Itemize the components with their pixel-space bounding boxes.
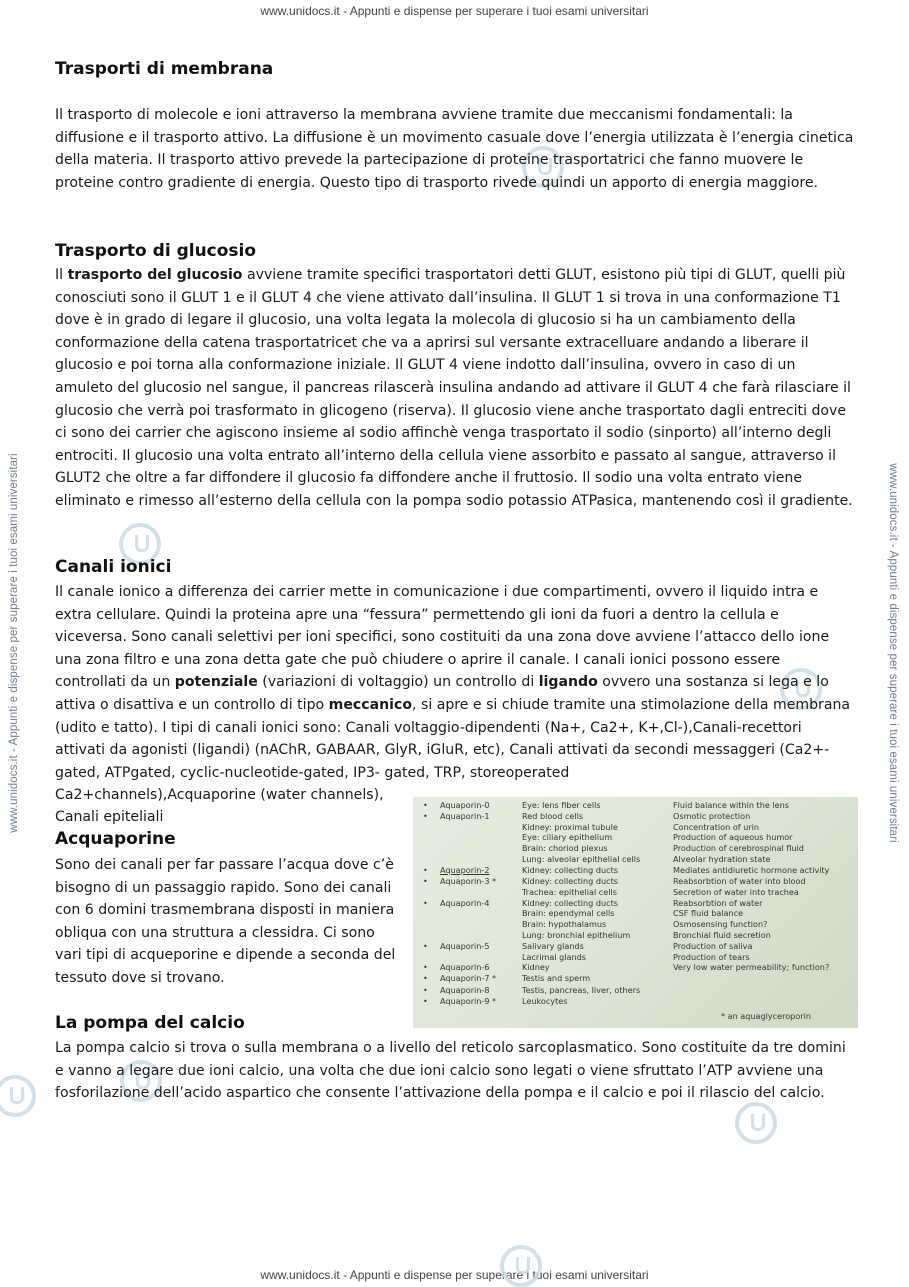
aquaporin-function: Concentration of urin [673,822,760,832]
canali-text-a: Il canale ionico a differenza dei carrier mette in comunicazione i due compartimenti, ovvero il liquido intra e extra cellulare. Quindi la proteina apre una “fessura” permettendo gli ioni da fuori a dentro la cellula e viceversa. Sono canali selettivi per ioni specifici, sono costituiti da una zona dove avviene l’attacco dello ione una zona filtro e una zona detta gate che può chiudere o aprire il canale. I canali ionici possono essere controllati da un [55,584,830,691]
canali-line-f: Ca2+channels),Acquaporine (water channels), [55,787,384,803]
aquaporin-table-row [413,985,858,996]
aquaporin-function: Production of aqueous humor [673,832,793,842]
aquaporin-name: Aquaporin-0 [440,800,490,810]
canali-text-e: , si apre e si chiude tramite una stimolazione della membrana (udito e tatto). I tipi di canali ionici sono: Canali voltaggio-dipendenti (Na+, Ca2+, K+,Cl-),Canali-recettori attivati da agonisti (ligandi) (nAChR, GABAAR, GlyR, iGluR, etc), Canali attivati da secondi messaggeri (Ca2+- gated, ATPgated, cyclic-nucleotide-gated, IP3- gated, TRP, storeoperated [55,696,851,781]
row-bullet: • [423,811,428,821]
aquaporin-tissue: Lung: bronchial epithelium [522,930,631,940]
aquaporin-tissue: Brain: hypothalamus [522,919,607,929]
aquaporin-function: Reabsorbtion of water into blood [673,876,806,886]
aquaporin-table-row [413,962,858,973]
aquaporin-function: Production of cerebrospinal fluid [673,843,804,853]
aquaporin-tissue: Trachea: epithelial cells [522,887,617,897]
section-title-glucosio: Trasporto di glucosio [55,241,257,261]
aquaporin-tissue: Kidney: collecting ducts [522,876,619,886]
aquaporin-name: Aquaporin-4 [440,898,490,908]
aquaporin-table-row [413,811,858,822]
aquaporin-name: Aquaporin-9 * [440,996,497,1006]
row-bullet: • [423,898,428,908]
aquaporin-function: Osmosensing function? [673,919,768,929]
aquaporin-function: Reabsorbtion of water [673,898,763,908]
aquaporin-tissue: Salivary glands [522,941,584,951]
canali-text-d: ovvero una sostanza si lega e lo attiva o disattiva e un controllo di tipo [55,674,829,713]
aquaporin-function: Alveolar hydration state [673,854,771,864]
aquaporin-tissue: Eye: lens fiber cells [522,800,601,810]
row-bullet: • [423,865,428,875]
aquaporin-name: Aquaporin-2 [440,865,490,875]
row-bullet: • [423,962,428,972]
watermark-logo-icon [500,1245,542,1287]
row-bullet: • [423,941,428,951]
aquaporin-function: Osmotic protection [673,811,751,821]
aquaporin-tissue: Testis, pancreas, liver, others [522,985,641,995]
canali-text-c: (variazioni di voltaggio) un controllo di [257,674,539,691]
paragraph-calcio: La pompa calcio si trova o sulla membrana o a livello del reticolo sarcoplasmatico. Sono costituite da tre domini e vanno a legare due ioni calcio, una volta che due ioni calcio sono legati o viene sfruttato l’ATP avviene una fosforilazione dell’acido aspartico che consente l’attivazione della pompa e il calcio e poi il rilascio del calcio. [55,1040,846,1102]
watermark-logo-icon [735,1102,777,1144]
canali-bold-potenziale: potenziale [174,674,258,691]
row-bullet: • [423,996,428,1006]
aquaporin-table-row [413,854,858,865]
aquaporin-table-row [413,908,858,919]
aquaporin-name: Aquaporin-6 [440,962,490,972]
aquaporin-function: Mediates antidiuretic hormone activity [673,865,830,875]
section-title-membrana: Trasporti di membrana [55,59,274,79]
aquaporin-table-row [413,941,858,952]
aquaporin-function: Fluid balance within the lens [673,800,789,810]
paragraph-glucosio [55,264,855,513]
aquaporin-tissue: Eye: ciliary epithelium [522,832,613,842]
aquaporin-tissue: Lung: alveolar epithelial cells [522,854,641,864]
aquaporin-tissue: Testis and sperm [522,973,591,983]
aquaporin-name: Aquaporin-3 * [440,876,497,886]
right-side-watermark: www.unidocs.it - Appunti e dispense per superare i tuoi esami universitari [887,463,899,843]
aquaporin-tissue: Kidney: collecting ducts [522,898,619,908]
aquaporin-function: CSF fluid balance [673,908,744,918]
aquaporin-table-row [413,996,858,1007]
aquaporin-table-row [413,843,858,854]
canali-bold-ligando: ligando [538,674,598,691]
aquaporin-table-row [413,887,858,898]
aquaporin-table-row [413,832,858,843]
aquaporin-table-row [413,800,858,811]
aquaporin-tissue: Brain: choriod plexus [522,843,608,853]
aquaporin-tissue: Kidney: proximal tubule [522,822,618,832]
section-title-canali: Canali ionici [55,557,172,577]
aquaporin-table-row [413,865,858,876]
aquaporin-tissue: Kidney [522,962,550,972]
glucosio-lead: Il [55,267,68,283]
paragraph-acquaporine: Sono dei canali per far passare l’acqua dove c’è bisogno di un passaggio rapido. Sono dei canali con 6 domini trasmembrana disposti in maniera obliqua con una struttura a clessidra. Ci sono vari tipi di acqueporine e dipende a seconda del tessuto dove si trovano. [55,857,396,986]
aquaporin-function: Bronchial fluid secretion [673,930,771,940]
aquaporin-function: Secretion of water into trachea [673,887,799,897]
aquaporin-tissue: Brain: ependymal cells [522,908,615,918]
section-title-calcio: La pompa del calcio [55,1013,245,1033]
aquaporin-table-row [413,876,858,887]
aquaporin-table-row [413,919,858,930]
aquaporin-tissue: Lacrimal glands [522,952,586,962]
aquaporin-table-row [413,973,858,984]
aquaporin-table-footnote: * an aquaglyceroporin [721,1011,811,1021]
row-bullet: • [423,985,428,995]
aquaporin-name: Aquaporin-1 [440,811,490,821]
aquaporin-name: Aquaporin-7 * [440,973,497,983]
row-bullet: • [423,973,428,983]
header-banner[interactable]: www.unidocs.it - Appunti e dispense per superare i tuoi esami universitari [260,4,649,18]
aquaporin-function: Production of tears [673,952,750,962]
aquaporin-function: Very low water permeability; function? [673,962,830,972]
paragraph-canali [55,581,855,784]
aquaporin-tissue: Red blood cells [522,811,584,821]
aquaporin-tissue: Kidney: collecting ducts [522,865,619,875]
watermark-logo-icon [0,1075,36,1117]
footer-banner[interactable]: www.unidocs.it - Appunti e dispense per superare i tuoi esami universitari [260,1268,649,1282]
section-title-acquaporine: Acquaporine [55,829,176,849]
canali-bold-meccanico: meccanico [328,696,413,713]
aquaporin-table-image [413,797,858,1028]
aquaporin-tissue: Leukocytes [522,996,568,1006]
row-bullet: • [423,800,428,810]
aquaporin-name: Aquaporin-5 [440,941,490,951]
glucosio-bold: trasporto del glucosio [67,267,243,283]
left-side-watermark: www.unidocs.it - Appunti e dispense per superare i tuoi esami universitari [8,453,20,833]
aquaporin-table-row [413,930,858,941]
aquaporin-function: Production of saliva [673,941,753,951]
aquaporin-name: Aquaporin-8 [440,985,490,995]
canali-line-g: Canali epiteliali [55,809,164,825]
paragraph-membrana: Il trasporto di molecole e ioni attraverso la membrana avviene tramite due meccanismi fondamentali: la diffusione e il trasporto attivo. La diffusione è un movimento casuale dove l’energia utilizzata è l’energia cinetica della materia. Il trasporto attivo prevede la partecipazione di proteine trasportatrici che fanno muovere le proteine contro gradiente di energia. Questo tipo di trasporto rivede quindi un apporto di energia maggiore. [55,107,854,191]
row-bullet: • [423,876,428,886]
glucosio-rest: avviene tramite specifici trasportatori detti GLUT, esistono più tipi di GLUT, quelli più conosciuti sono il GLUT 1 e il GLUT 4 che viene attivato dall’insulina. Il GLUT 1 si trova in una conformazione T1 dove è in grado di legare il glucosio, una volta legata la molecola di glucosio si ha un cambiamento della conformazione della catena trasportatricet che va a aprirsi sul versante extracelluare andando a liberare il glucosio e poi torna alla conformazione iniziale. Il GLUT 4 viene indotto dall’insulina, ovvero in caso di un amuleto del glucosio nel sangue, il pancreas rilascerà insulina andando ad attivare il GLUT 4 che farà rilasciare il glucosio che verrà poi trasformato in glicogeno (riserva). Il glucosio viene anche trasportato dagli entreciti dove ci sono dei carrier che agiscono insieme al sodio affinchè venga trasportato il sodio (sinporto) all’interno degli entrociti. Il glucosio una volta entrato all’interno della cellula viene assorbito e passato al sangue, attraverso il GLUT2 che oltre a far diffondere il glucosio fa diffondere anche il fruttosio. Il sodio una volta entrato viene eliminato e rimesso all’esterno della cellula con la pompa sodio potassio ATPasica, mantenendo così il gradiente. [55,267,853,509]
